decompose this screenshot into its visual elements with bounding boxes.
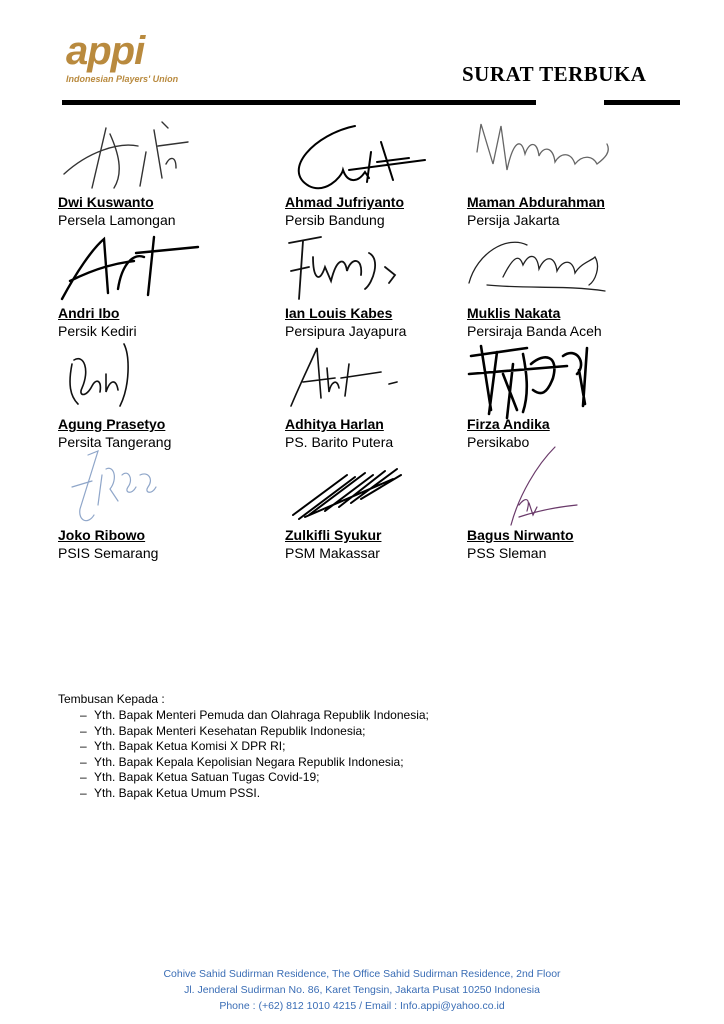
handwritten-signature: [285, 223, 455, 311]
handwritten-signature: [285, 445, 455, 533]
signatory-name: Zulkifli Syukur: [285, 527, 382, 543]
signatory-name: Firza Andika: [467, 416, 550, 432]
svg-text:appi: appi: [66, 30, 145, 73]
signature-block: [58, 334, 258, 450]
document-title: SURAT TERBUKA: [462, 62, 647, 86]
header-rule-short: [604, 100, 680, 105]
list-item: – Yth. Bapak Menteri Kesehatan Republik Indonesia;: [80, 723, 366, 738]
signature-block: [58, 112, 258, 228]
signature-block: [285, 334, 485, 450]
signature-block: [467, 112, 667, 228]
signatory-club: Persija Jakarta: [467, 212, 560, 228]
dash-bullet: –: [80, 754, 87, 769]
handwritten-signature: [467, 334, 637, 422]
footer-address-line-2: Jl. Jenderal Sudirman No. 86, Karet Tengsin, Jakarta Pusat 10250 Indonesia: [184, 984, 540, 996]
signature-block: [58, 223, 258, 339]
svg-text:Indonesian Players' Union: Indonesian Players' Union: [66, 74, 179, 84]
signature-block: [467, 223, 667, 339]
list-item: – Yth. Bapak Ketua Umum PSSI.: [80, 785, 261, 800]
handwritten-signature: [285, 112, 455, 200]
footer-address-line-1: Cohive Sahid Sudirman Residence, The Office Sahid Sudirman Residence, 2nd Floor: [163, 968, 561, 980]
signatory-name: Agung Prasetyo: [58, 416, 166, 432]
signatory-club: PSM Makassar: [285, 545, 380, 561]
signature-block: [285, 223, 485, 339]
handwritten-signature: [467, 112, 637, 200]
signature-block: [467, 445, 667, 561]
list-item: – Yth. Bapak Ketua Komisi X DPR RI;: [80, 739, 286, 754]
signatory-club: PSS Sleman: [467, 545, 547, 561]
signature-block: [58, 445, 258, 561]
signatory-club: Persela Lamongan: [58, 212, 176, 228]
tembusan-list: [58, 708, 429, 802]
signature-grid: [0, 112, 724, 572]
signature-block: [467, 334, 667, 450]
dash-bullet: –: [80, 708, 87, 722]
signatory-name: Joko Ribowo: [58, 527, 146, 543]
signatory-club: PS. Barito Putera: [285, 434, 394, 450]
tembusan-heading: Tembusan Kepada :: [58, 692, 165, 706]
signatory-club: Persik Kediri: [58, 323, 137, 339]
signatory-club: Persita Tangerang: [58, 434, 172, 450]
signatory-name: Adhitya Harlan: [285, 416, 384, 432]
letterhead-footer: [0, 966, 724, 1014]
signatory-club: Persiraja Banda Aceh: [467, 323, 602, 339]
signatory-name: Muklis Nakata: [467, 305, 561, 321]
header-rule: [62, 100, 536, 105]
list-item: – Yth. Bapak Kepala Kepolisian Negara Republik Indonesia;: [80, 754, 404, 769]
dash-bullet: –: [80, 770, 87, 785]
appi-logo: [64, 30, 194, 92]
list-item: – Yth. Bapak Menteri Pemuda dan Olahraga Republik Indonesia;: [80, 708, 429, 722]
tembusan-section: [58, 692, 429, 802]
signature-block: [285, 112, 485, 228]
signatory-name: Ian Louis Kabes: [285, 305, 393, 321]
handwritten-signature: [467, 223, 637, 311]
signature-block: [285, 445, 485, 561]
dash-bullet: –: [80, 785, 87, 800]
signatory-club: PSIS Semarang: [58, 545, 159, 561]
dash-bullet: –: [80, 739, 87, 754]
signatory-club: Persipura Jayapura: [285, 323, 407, 339]
handwritten-signature: [58, 334, 228, 422]
dash-bullet: –: [80, 723, 87, 738]
signatory-name: Ahmad Jufriyanto: [285, 194, 405, 210]
signatory-name: Bagus Nirwanto: [467, 527, 574, 543]
handwritten-signature: [58, 445, 228, 533]
handwritten-signature: [58, 223, 228, 311]
handwritten-signature: [58, 112, 228, 200]
handwritten-signature: [467, 445, 637, 533]
signatory-club: Persib Bandung: [285, 212, 385, 228]
signatory-name: Dwi Kuswanto: [58, 194, 154, 210]
signatory-name: Andri Ibo: [58, 305, 120, 321]
footer-contact-line: Phone : (+62) 812 1010 4215 / Email : Info.appi@yahoo.co.id: [219, 1000, 505, 1012]
signatory-club: Persikabo: [467, 434, 530, 450]
list-item: – Yth. Bapak Ketua Satuan Tugas Covid-19;: [80, 770, 320, 785]
handwritten-signature: [285, 334, 455, 422]
signatory-name: Maman Abdurahman: [467, 194, 605, 210]
